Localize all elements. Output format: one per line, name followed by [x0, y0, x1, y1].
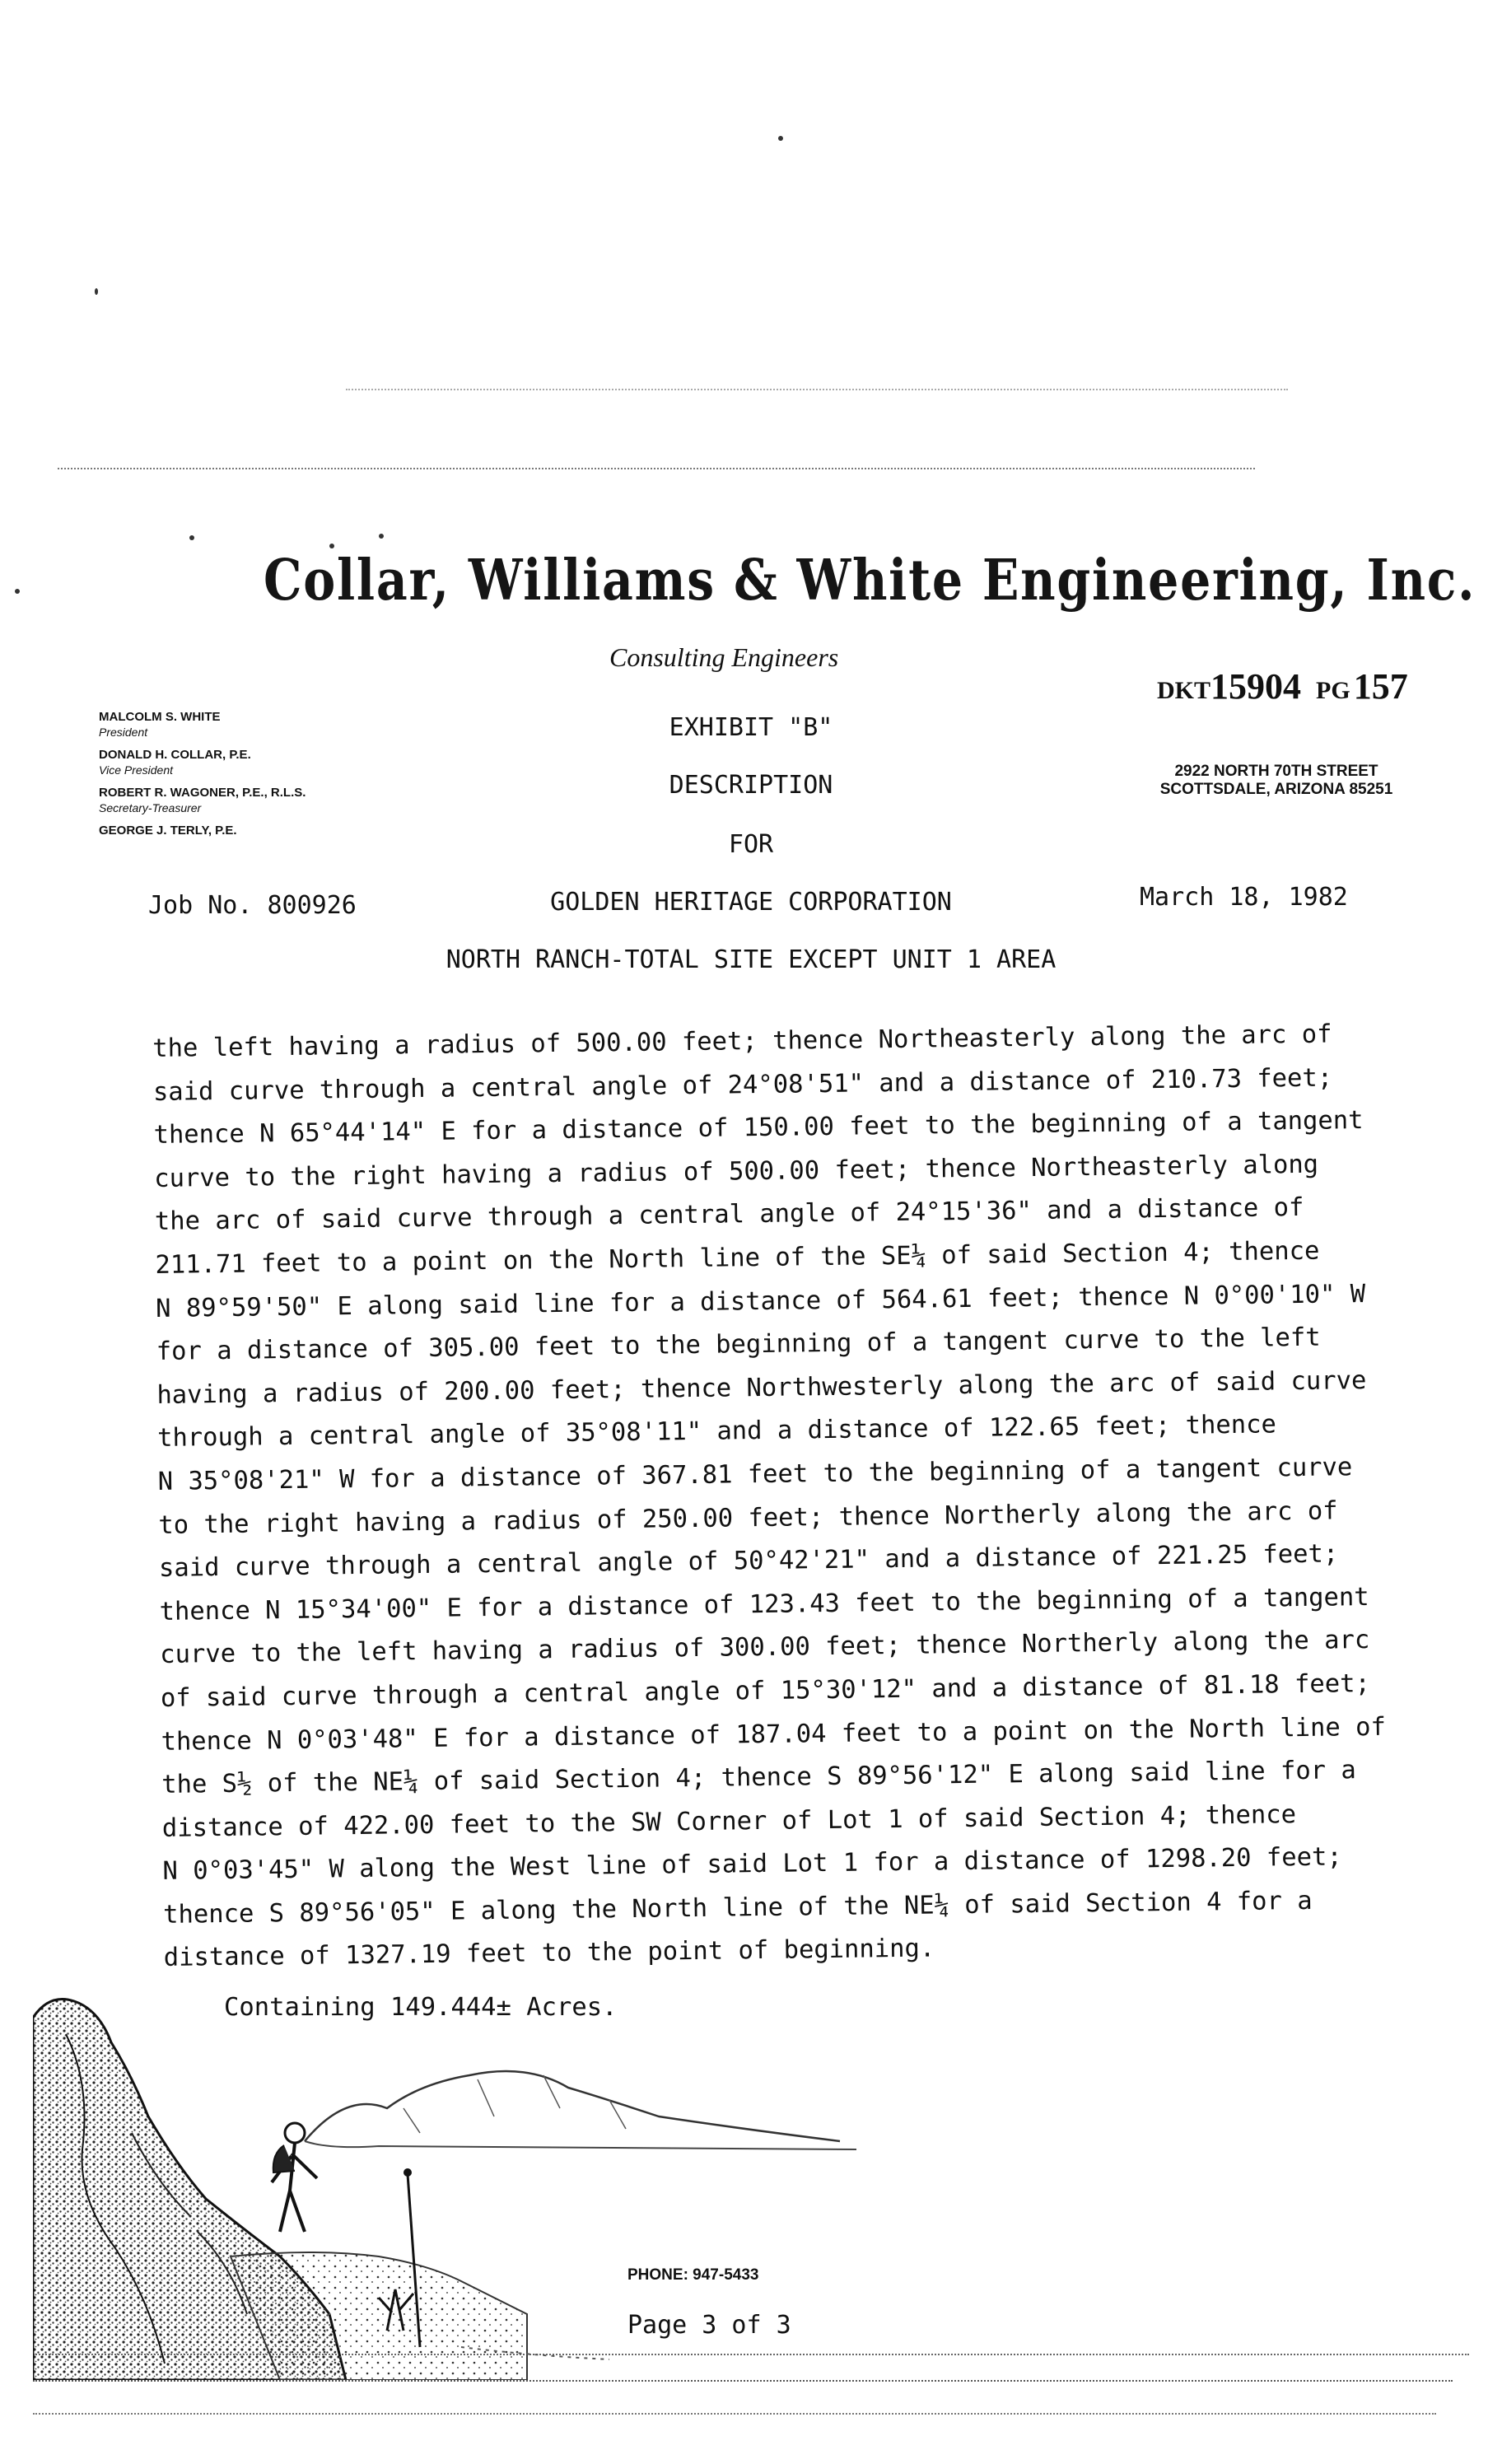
description-line: to the right having a radius of 250.00 feet; thence Northerly along the arc of [158, 1496, 1338, 1540]
description-line: for a distance of 305.00 feet to the beginning of a tangent curve to the left [156, 1323, 1321, 1367]
exhibit-label: EXHIBIT "B" [669, 713, 833, 742]
scan-noise-line [58, 468, 1255, 469]
description-line: thence N 15°34'00" E for a distance of 123.43 feet to the beginning of a tangent [159, 1582, 1369, 1626]
scan-speck [15, 589, 20, 594]
officer-name: ROBERT R. WAGONER, P.E., R.L.S. [99, 786, 306, 800]
description-line: of said curve through a central angle of 15°30'12" and a distance of 81.18 feet; [160, 1668, 1371, 1713]
job-number: Job No. 800926 [148, 891, 357, 920]
client-name: GOLDEN HERITAGE CORPORATION [550, 888, 952, 917]
scan-speck [189, 535, 194, 540]
page-number: Page 3 of 3 [627, 2311, 791, 2340]
description-line: the left having a radius of 500.00 feet; thence Northeasterly along the arc of [152, 1020, 1332, 1063]
document-date: March 18, 1982 [1140, 883, 1348, 912]
description-line: through a central angle of 35°08'11" and a distance of 122.65 feet; thence [156, 1410, 1277, 1454]
scan-speck [778, 136, 783, 141]
description-line: thence S 89°56'05" E along the North line of the NE¼ of said Section 4 for a [162, 1886, 1313, 1930]
officer-title: Secretary-Treasurer [99, 801, 202, 814]
description-label: DESCRIPTION [669, 771, 833, 800]
description-line: having a radius of 200.00 feet; thence Northwesterly along the arc of said curve [156, 1365, 1367, 1410]
description-line: said curve through a central angle of 24°08'51" and a distance of 210.73 feet; [152, 1063, 1333, 1107]
description-line: distance of 1327.19 feet to the point of beginning. [163, 1934, 935, 1973]
scan-noise-line [33, 2380, 1453, 2382]
address-street: 2922 NORTH 70TH STREET [1174, 763, 1378, 780]
docket-page: 157 [1353, 666, 1408, 707]
scan-noise-line [346, 389, 1288, 390]
description-line: thence N 0°03'48" E for a distance of 187.04 feet to a point on the North line of [161, 1712, 1387, 1757]
docket-number: 15904 [1210, 666, 1302, 707]
docket-prefix: DKT [1157, 677, 1211, 704]
description-line: the S½ of the NE¼ of said Section 4; thence S 89°56'12" E along said line for a [161, 1756, 1356, 1800]
description-line: curve to the left having a radius of 300.00 feet; thence Northerly along the arc [160, 1626, 1370, 1670]
description-line: thence N 65°44'14" E for a distance of 150.00 feet to the beginning of a tangent [153, 1106, 1364, 1150]
officer-title: Vice President [99, 763, 174, 777]
for-label: FOR [728, 830, 774, 859]
officer-name: MALCOLM S. WHITE [99, 710, 221, 724]
site-name: NORTH RANCH-TOTAL SITE EXCEPT UNIT 1 AREA [445, 945, 1057, 974]
scan-speck [379, 534, 384, 539]
description-line: N 0°03'45" W along the West line of said Lot 1 for a distance of 1298.20 feet; [162, 1842, 1342, 1887]
officer-name: GEORGE J. TERLY, P.E. [99, 824, 237, 838]
legal-description [152, 1012, 1448, 1981]
description-line: the arc of said curve through a central angle of 24°15'36" and a distance of [154, 1193, 1304, 1237]
company-name: Collar, Williams & White Engineering, Inc. [264, 548, 1476, 614]
description-line: distance of 422.00 feet to the SW Corner of Lot 1 of said Section 4; thence [161, 1799, 1297, 1843]
phone-number: PHONE: 947-5433 [627, 2266, 759, 2284]
description-line: N 89°59'50" E along said line for a distance of 564.61 feet; thence N 0°00'10" W [155, 1279, 1366, 1323]
officer-title: President [99, 726, 148, 739]
description-line: 211.71 feet to a point on the North line of the SE¼ of said Section 4; thence [155, 1236, 1320, 1280]
address-city: SCOTTSDALE, ARIZONA 85251 [1159, 781, 1393, 798]
docket-page-prefix: PG [1316, 677, 1350, 704]
scan-speck [95, 288, 98, 295]
description-line: said curve through a central angle of 50°42'21" and a distance of 221.25 feet; [158, 1539, 1339, 1584]
officer-name: DONALD H. COLLAR, P.E. [99, 748, 251, 762]
description-line: curve to the right having a radius of 500.00 feet; thence Northeasterly along [154, 1150, 1319, 1193]
docket-stamp [1157, 665, 1423, 707]
company-tagline: Consulting Engineers [609, 642, 839, 672]
scan-noise-line [33, 2413, 1436, 2415]
description-line: N 35°08'21" W for a distance of 367.81 feet to the beginning of a tangent curve [157, 1453, 1353, 1496]
acreage-statement: Containing 149.444± Acres. [224, 1993, 618, 2022]
